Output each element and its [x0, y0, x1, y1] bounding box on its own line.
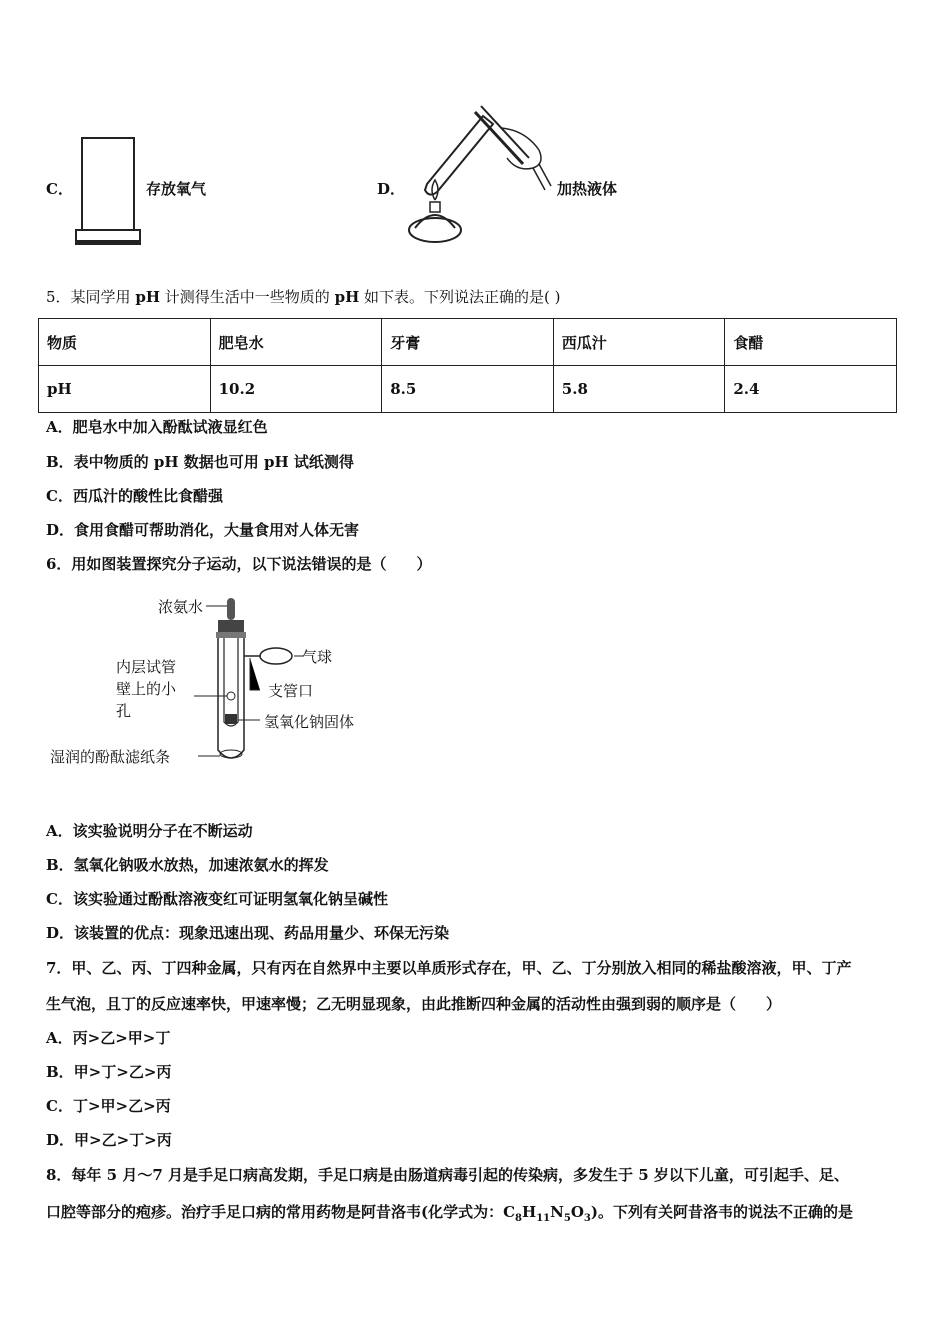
table-cell: 8.5 [382, 366, 554, 413]
q5-stem-part-b: 计测得生活中一些物质的 [164, 288, 330, 306]
table-cell: 牙膏 [382, 319, 554, 366]
label-ammonia: 浓氨水 [158, 598, 204, 616]
label-inner-tube-1: 内层试管 [116, 658, 177, 676]
q5-option-a: A．肥皂水中加入酚酞试液显红色 [46, 418, 268, 436]
table-cell: 5.8 [553, 366, 725, 413]
table-cell: 西瓜汁 [553, 319, 725, 366]
label-inner-tube-3: 孔 [116, 702, 132, 720]
option-d-letter: D． [377, 180, 406, 198]
q5-stem-ph-2: pH [334, 288, 360, 306]
molecular-motion-figure [46, 590, 386, 780]
ph-table-value-row [39, 366, 897, 413]
q5-option-c: C．西瓜汁的酸性比食醋强 [46, 487, 223, 505]
table-cell: 10.2 [210, 366, 382, 413]
formula-h: H [522, 1203, 537, 1221]
q5-stem [46, 286, 561, 307]
label-naoh: 氢氧化钠固体 [264, 713, 355, 731]
ph-table [38, 318, 897, 413]
q8-stem-line-1: 8．每年 5 月～7 月是手足口病高发期，手足口病是由肠道病毒引起的传染病，多发生于 5 岁以下儿童，可引起手、足、 [46, 1166, 849, 1184]
table-cell: 食醋 [725, 319, 897, 366]
q6-option-d: D．该装置的优点：现象迅速出现、药品用量少、环保无污染 [46, 924, 450, 942]
q5-stem-ph-1: pH [135, 288, 160, 306]
q6-stem: 6．用如图装置探究分子运动，以下说法错误的是（ ） [46, 555, 432, 573]
q7-option-a: A．丙>乙>甲>丁 [46, 1029, 171, 1047]
q5-option-b: B．表中物质的 pH 数据也可用 pH 试纸测得 [46, 453, 354, 471]
q5-option-d: D．食用食醋可帮助消化，大量食用对人体无害 [46, 521, 360, 539]
formula-sub-c: 8 [515, 1213, 523, 1224]
q7-option-b: B．甲>丁>乙>丙 [46, 1063, 172, 1081]
heating-liquid-illustration [405, 102, 555, 248]
ph-table-header-row [39, 319, 897, 366]
q6-option-c: C．该实验通过酚酞溶液变红可证明氢氧化钠呈碱性 [46, 890, 388, 908]
q8-line2-part-b: )。下列有关阿昔洛韦的说法不正确的是 [590, 1203, 853, 1221]
formula-sub-h: 11 [536, 1213, 551, 1224]
formula-o: O [570, 1203, 584, 1221]
q7-option-c: C．丁>甲>乙>丙 [46, 1097, 171, 1115]
label-paper: 湿润的酚酞滤纸条 [50, 748, 171, 766]
formula-n: N [550, 1203, 564, 1221]
q7-stem-line-2: 生气泡，且丁的反应速率快，甲速率慢；乙无明显现象，由此推断四种金属的活动性由强到弱的顺序是（ ） [46, 995, 782, 1013]
q6-option-a: A．该实验说明分子在不断运动 [46, 822, 253, 840]
label-balloon: 气球 [302, 648, 333, 666]
label-branch: 支管口 [268, 682, 314, 700]
option-c-label: 存放氧气 [146, 180, 207, 198]
q7-option-d: D．甲>乙>丁>丙 [46, 1131, 172, 1149]
table-cell: pH [39, 366, 211, 413]
q8-line2-part-a: 口腔等部分的疱疹。治疗手足口病的常用药物是阿昔洛韦(化学式为：C [46, 1203, 516, 1221]
table-cell: 肥皂水 [210, 319, 382, 366]
table-cell: 2.4 [725, 366, 897, 413]
formula-sub-n: 5 [563, 1213, 571, 1224]
option-d-label: 加热液体 [557, 180, 618, 198]
q5-stem-part-a: 5．某同学用 [46, 288, 131, 306]
formula-sub-o: 3 [583, 1213, 591, 1224]
option-c-letter: C． [46, 180, 73, 198]
gas-jar-illustration [74, 134, 144, 250]
q7-stem-line-1: 7．甲、乙、丙、丁四种金属，只有丙在自然界中主要以单质形式存在，甲、乙、丁分别放入相同的稀盐酸溶液，甲、丁产 [46, 959, 852, 977]
q6-option-b: B．氢氧化钠吸水放热，加速浓氨水的挥发 [46, 856, 329, 874]
table-cell: 物质 [39, 319, 211, 366]
q5-stem-part-c: 如下表。下列说法正确的是( ) [364, 288, 561, 306]
label-inner-tube-2: 壁上的小 [116, 680, 177, 698]
q8-stem-line-2 [46, 1201, 853, 1224]
